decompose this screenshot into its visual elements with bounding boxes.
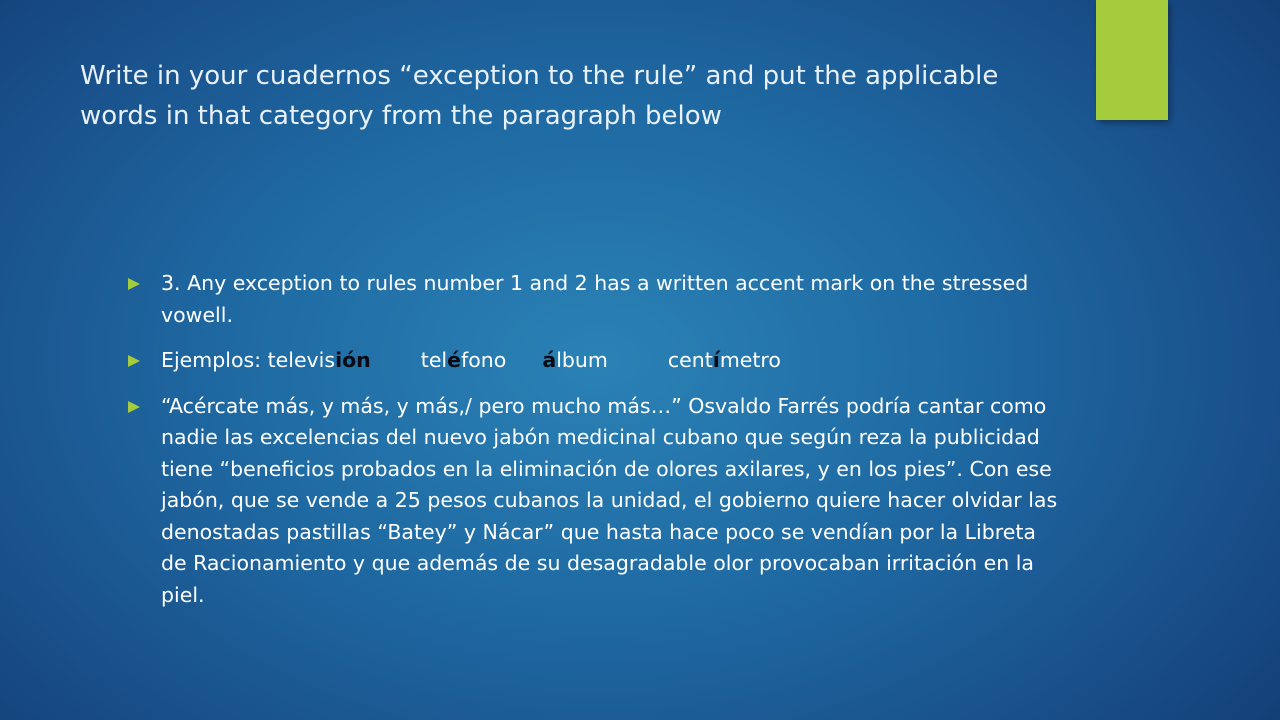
- bullet-rule: [128, 268, 1068, 331]
- triangle-right-icon: [128, 355, 140, 367]
- example-word-4-start: cent: [667, 348, 713, 372]
- example-word-4-end: metro: [719, 348, 781, 372]
- paragraph-text: “Acércate más, y más, y más,/ pero mucho más…” Osvaldo Farrés podría cantar como nadie las excelencias del nuevo jabón medicinal cubano que según reza la publicidad tiene “beneficios probados en la eliminación de olores axilares, y en los pies”. Con ese jabón, que se vende a 25 pesos cubanos la unidad, el gobierno quiere hacer olvidar las denostadas pastillas “Batey” y Nácar” que hasta hace poco se vendían por la Libreta de Racionamiento y que además de su desagradable olor provocaban irritación en la piel.: [161, 393, 1058, 607]
- example-word-2-start: tel: [420, 348, 448, 372]
- examples-label: Ejemplos:: [161, 348, 268, 372]
- triangle-right-icon: [128, 401, 140, 413]
- bullet-examples: [128, 345, 1068, 377]
- rule-text: 3. Any exception to rules number 1 and 2 has a written accent mark on the stressed vowell.: [161, 271, 1029, 327]
- triangle-right-icon: [128, 278, 140, 290]
- bullet-list: [128, 268, 1068, 625]
- slide-title: Write in your cuadernos “exception to the rule” and put the applicable words in that category from the paragraph below: [80, 61, 999, 131]
- example-word-3-accent: á: [542, 348, 557, 372]
- example-word-2-end: fono: [461, 348, 507, 372]
- example-word-1-start: televis: [267, 348, 336, 372]
- example-word-3-end: lbum: [556, 348, 608, 372]
- example-word-2-accent: é: [447, 348, 462, 372]
- accent-bar: [1096, 0, 1168, 120]
- bullet-paragraph: [128, 391, 1068, 612]
- example-word-1-accent: ión: [335, 348, 371, 372]
- example-word-4-accent: í: [712, 348, 720, 372]
